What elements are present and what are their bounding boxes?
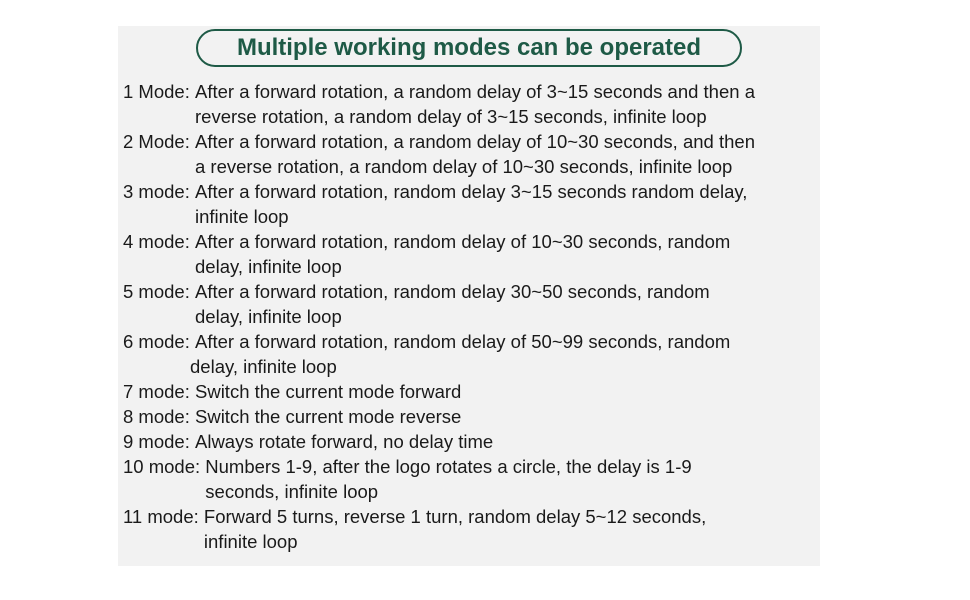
mode-description-line: After a forward rotation, random delay of 10~30 seconds, random [195,231,731,252]
mode-description-line: infinite loop [203,531,298,552]
mode-description [195,379,461,404]
mode-description-line: infinite loop [195,206,289,227]
mode-list [123,79,813,554]
mode-description-line: Switch the current mode reverse [195,406,462,427]
mode-description [195,229,730,279]
mode-description-line: reverse rotation, a random delay of 3~15 seconds, infinite loop [195,106,707,127]
mode-description [204,504,706,554]
mode-description [195,279,710,329]
mode-description-line: Always rotate forward, no delay time [195,431,494,452]
mode-description [205,454,691,504]
mode-label: 2 Mode: [123,131,195,152]
mode-description [195,404,461,429]
mode-item-2 [123,129,813,179]
mode-description-line: seconds, infinite loop [205,481,379,502]
mode-description-line: Switch the current mode forward [195,381,462,402]
mode-label: 10 mode: [123,456,206,477]
mode-description-line: After a forward rotation, a random delay of 10~30 seconds, and then [195,131,755,152]
mode-description-line: After a forward rotation, random delay 3~15 seconds random delay, [195,181,748,202]
page-title: Multiple working modes can be operated [196,29,742,67]
mode-description-line: Numbers 1-9, after the logo rotates a circle, the delay is 1-9 [205,456,692,477]
mode-item-9 [123,429,813,454]
mode-description [195,179,747,229]
mode-item-11 [123,504,813,554]
mode-description-line: After a forward rotation, random delay of 50~99 seconds, random [195,331,731,352]
mode-item-6 [123,329,813,379]
mode-description-line: After a forward rotation, random delay 30~50 seconds, random [195,281,710,302]
mode-label: 11 mode: [123,506,204,527]
mode-description-line: a reverse rotation, a random delay of 10~30 seconds, infinite loop [195,156,733,177]
mode-label: 8 mode: [123,406,195,427]
mode-label: 6 mode: [123,331,195,352]
mode-description-line: After a forward rotation, a random delay of 3~15 seconds and then a [195,81,755,102]
mode-item-3 [123,179,813,229]
mode-label: 1 Mode: [123,81,195,102]
mode-description [195,129,755,179]
mode-item-4 [123,229,813,279]
mode-label: 5 mode: [123,281,195,302]
mode-description [195,79,755,129]
mode-label: 7 mode: [123,381,195,402]
mode-description-line: delay, infinite loop [190,356,337,377]
mode-item-8 [123,404,813,429]
mode-item-10 [123,454,813,504]
mode-label: 3 mode: [123,181,195,202]
mode-description-line: delay, infinite loop [195,256,342,277]
mode-item-1 [123,79,813,129]
mode-item-5 [123,279,813,329]
mode-description [190,329,731,379]
mode-item-7 [123,379,813,404]
mode-description-line: delay, infinite loop [195,306,342,327]
mode-label: 9 mode: [123,431,195,452]
mode-description [195,429,493,454]
mode-label: 4 mode: [123,231,195,252]
mode-description-line: Forward 5 turns, reverse 1 turn, random delay 5~12 seconds, [203,506,707,527]
